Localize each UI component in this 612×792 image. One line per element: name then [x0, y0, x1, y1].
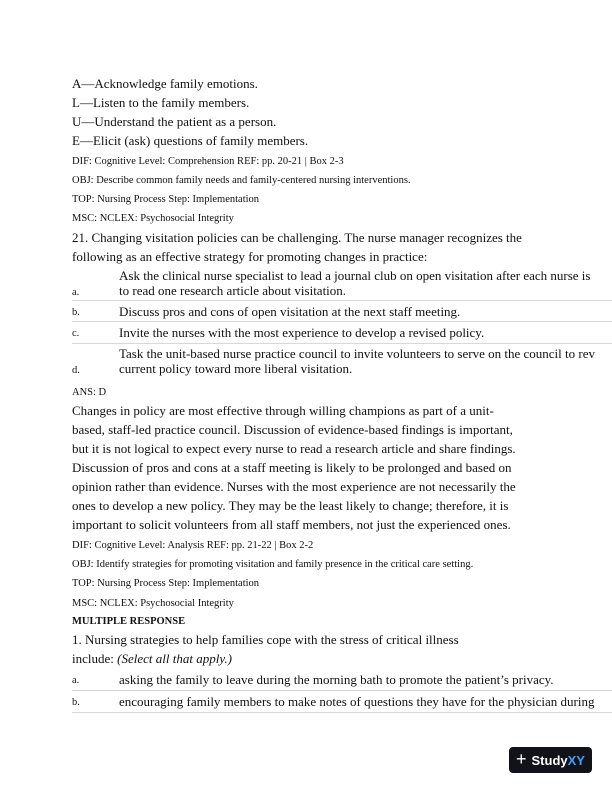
rationale-line: important to solicit volunteers from all staff members, not just the experienced ones. [72, 517, 511, 532]
option-text-line1: encouraging family members to make notes of questions they have for the physician during [119, 694, 595, 709]
rationale-line: ones to develop a new policy. They may be the least likely to change; therefore, it is [72, 498, 509, 513]
option-text-line1: Task the unit-based nurse practice council to invite volunteers to serve on the council to rev [119, 346, 595, 361]
mr1-option-b [72, 691, 612, 713]
rationale-line: based, staff-led practice council. Discussion of evidence-based findings is important, [72, 422, 513, 437]
mnemonic-line-l: L—Listen to the family members. [72, 95, 250, 110]
watermark-brand-accent: XY [567, 752, 585, 768]
q21-obj: OBJ: Identify strategies for promoting visitation and family presence in the critical care setting. [72, 559, 474, 570]
q20-dif: DIF: Cognitive Level: Comprehension REF: pp. 20-21 | Box 2-3 [72, 156, 344, 167]
q21-stem-line2: following as an effective strategy for promoting changes in practice: [72, 249, 428, 264]
option-letter: a. [72, 675, 80, 686]
watermark-brand [532, 753, 585, 768]
rationale-line: Changes in policy are most effective through willing champions as part of a unit- [72, 403, 494, 418]
mr1-stem-line2 [72, 651, 232, 667]
mr1-option-a [72, 669, 612, 691]
option-text-line1: Invite the nurses with the most experience to develop a revised policy. [119, 325, 485, 340]
option-letter: c. [72, 328, 80, 339]
plus-icon: + [516, 749, 527, 769]
q21-msc: MSC: NCLEX: Psychosocial Integrity [72, 598, 234, 609]
option-text-line2: current policy toward more liberal visitation. [119, 361, 353, 376]
rationale-line: but it is not logical to expect every nurse to read a research article and share findings. [72, 441, 516, 456]
mr1-stem-line1: 1. Nursing strategies to help families cope with the stress of critical illness [72, 632, 459, 647]
q21-option-b [72, 301, 612, 322]
section-heading: MULTIPLE RESPONSE [72, 616, 186, 627]
option-letter: a. [72, 287, 80, 298]
mnemonic-line-u: U—Understand the patient as a person. [72, 114, 277, 129]
studyxy-watermark-badge [509, 747, 592, 773]
watermark-brand-main: Study [531, 752, 568, 768]
option-text-line1: Ask the clinical nurse specialist to lead a journal club on open visitation after each nurse is [119, 268, 591, 283]
q21-option-d [72, 344, 612, 378]
mnemonic-line-a: A—Acknowledge family emotions. [72, 76, 258, 91]
q21-answer: ANS: D [72, 387, 107, 398]
option-text-line1: Discuss pros and cons of open visitation at the next staff meeting. [119, 304, 461, 319]
q20-obj: OBJ: Describe common family needs and family-centered nursing interventions. [72, 175, 411, 186]
option-letter: b. [72, 307, 80, 318]
mnemonic-line-e: E—Elicit (ask) questions of family members. [72, 133, 309, 148]
mr1-select-all-note: (Select all that apply.) [117, 651, 232, 666]
q21-top: TOP: Nursing Process Step: Implementation [72, 578, 260, 589]
option-letter: b. [72, 697, 80, 708]
rationale-line: Discussion of pros and cons at a staff meeting is likely to be prolonged and based on [72, 460, 512, 475]
q21-dif: DIF: Cognitive Level: Analysis REF: pp. 21-22 | Box 2-2 [72, 540, 314, 551]
mr1-stem-prefix: include: [72, 651, 118, 666]
q20-msc: MSC: NCLEX: Psychosocial Integrity [72, 213, 234, 224]
rationale-line: opinion rather than evidence. Nurses with the most experience are not necessarily the [72, 479, 516, 494]
q20-top: TOP: Nursing Process Step: Implementation [72, 194, 260, 205]
option-text-line2: to read one research article about visitation. [119, 283, 347, 298]
q21-option-c [72, 322, 612, 344]
q21-stem-line1: 21. Changing visitation policies can be challenging. The nurse manager recognizes the [72, 230, 522, 245]
option-text-line1: asking the family to leave during the morning bath to promote the patient’s privacy. [119, 672, 554, 687]
q21-option-a [72, 266, 612, 301]
option-letter: d. [72, 365, 80, 376]
